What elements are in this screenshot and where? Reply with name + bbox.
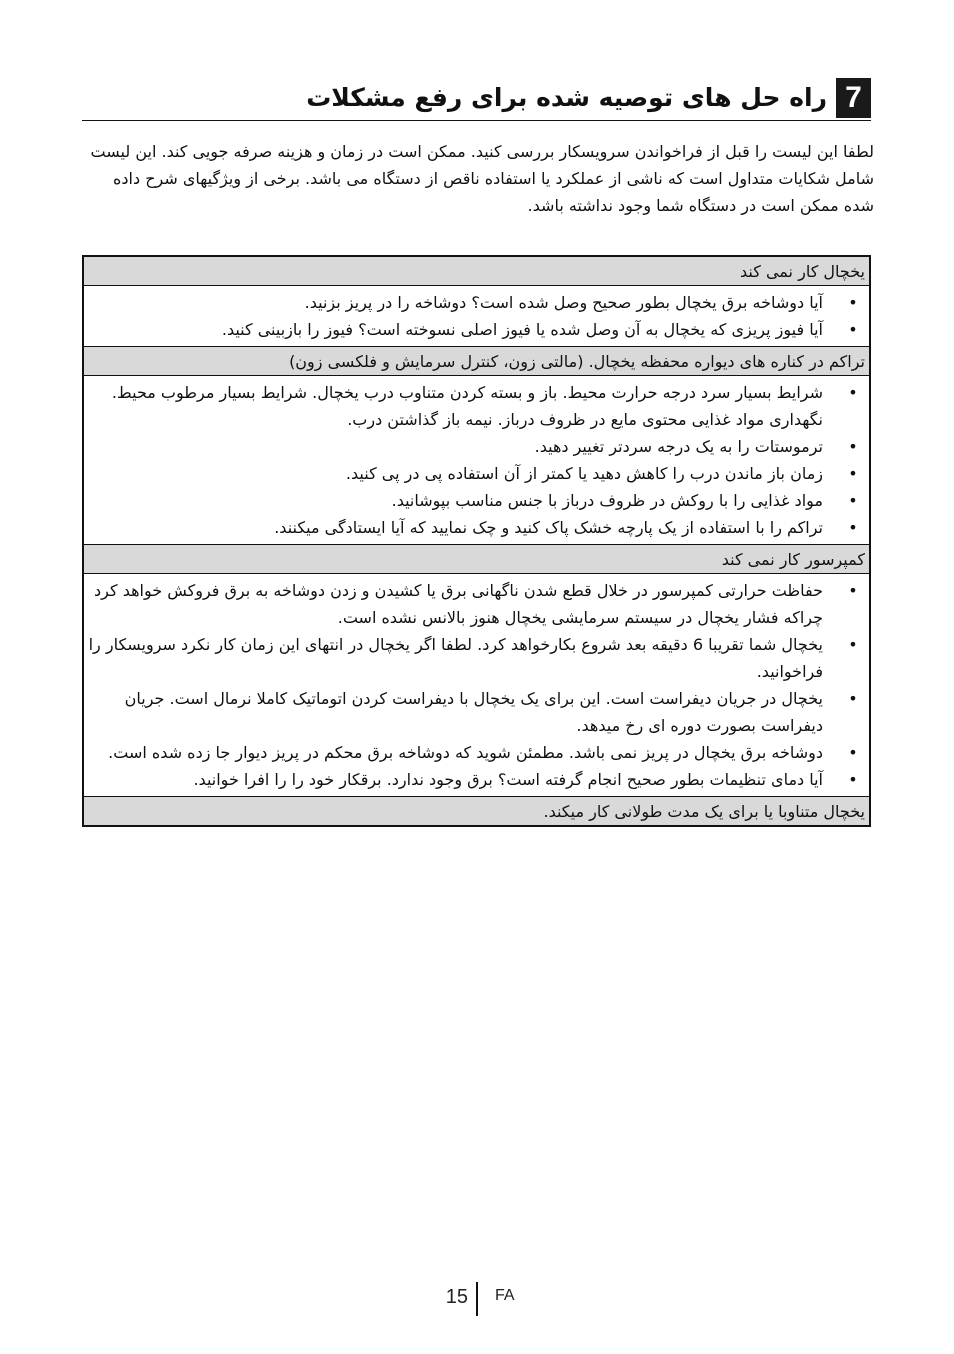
list-item-text: زمان باز ماندن درب را کاهش دهید یا کمتر از آن استفاده پی در پی کنید.	[345, 464, 823, 483]
list-item-text: آیا دوشاخه برق یخچال بطور صحیح وصل شده است؟ دوشاخه را در پریز بزنید.	[304, 293, 823, 312]
bullet-icon: •	[848, 635, 858, 654]
bullet-icon: •	[848, 770, 858, 789]
intro-paragraph: لطفا این لیست را قبل از فراخواندن سرویسکار بررسی کنید. ممکن است در زمان و هزینه صرفه جویی کند. این لیست شامل شکایات متداول است که ناشی از عملکرد یا استفاده ناقص از دستگاه می باشد. برخی از ویژگیهای شرح داده شده ممکن است در دستگاه شما وجود نداشته باشد.	[90, 142, 874, 215]
section-heading-condensation: تراکم در کناره های دیواره محفظه یخچال. (مالتی زون، کنترل سرمایش و فلکسی زون)	[84, 347, 869, 376]
list-item-text: آیا فیوز پریزی که یخچال به آن وصل شده یا فیوز اصلی نسوخته است؟ فیوز را بازبینی کنید.	[221, 320, 823, 339]
list-item-text: آیا دمای تنظیمات بطور صحیح انجام گرفته است؟ برق وجود ندارد. برقکار خود را را افرا خوانید.	[193, 770, 823, 789]
list-item	[88, 433, 863, 460]
troubleshooting-table	[82, 255, 871, 827]
list-item-text: ترموستات را به یک درجه سردتر تغییر دهید.	[534, 437, 823, 456]
list-item	[88, 577, 863, 631]
section-heading-runs-long: یخچال متناوبا یا برای یک مدت طولانی کار میکند.	[84, 797, 869, 825]
list-item	[88, 460, 863, 487]
list-item-text: شرایط بسیار سرد درجه حرارت محیط. باز و بسته کردن متناوب درب یخچال. شرایط بسیار مرطوب محیط. نگهداری مواد غذایی محتوی مایع در ظروف درباز. نیمه باز گذاشتن درب.	[111, 383, 823, 429]
list-item-text: حفاظت حرارتی کمپرسور در خلال قطع شدن ناگهانی برق یا کشیدن و زدن دوشاخه به برق فروکش خواهد کرد چراکه فشار یخچال در سیستم سرمایشی یخچال هنوز بالانس نشده است.	[94, 581, 823, 627]
bullet-icon: •	[848, 491, 858, 510]
list-item	[88, 766, 863, 793]
chapter-number-badge: 7	[836, 78, 871, 118]
list-item-text: یخچال در جریان دیفراست است. این برای یک یخچال با دیفراست کردن اتوماتیک کاملا نرمال است. جریان دیفراست بصورت دوره ای رخ میدهد.	[124, 689, 823, 735]
list-item	[88, 487, 863, 514]
list-item	[88, 685, 863, 739]
list-item	[88, 289, 863, 316]
chapter-header	[82, 76, 871, 121]
section-heading-not-working: یخچال کار نمی کند	[84, 257, 869, 286]
list-item-text: دوشاخه برق یخچال در پریز نمی باشد. مطمئن شوید که دوشاخه برق محکم در پریز دیوار جا زده شده است.	[108, 743, 823, 762]
page-footer	[0, 1282, 954, 1316]
list-item-text: مواد غذایی را با روکش در ظروف درباز با جنس مناسب بپوشانید.	[391, 491, 823, 510]
list-item-text: تراکم را با استفاده از یک پارچه خشک پاک کنید و چک نمایید که آیا ایستادگی میکنند.	[274, 518, 823, 537]
list-item	[88, 316, 863, 343]
chapter-title: راه حل های توصیه شده برای رفع مشکلات	[306, 83, 827, 112]
bullet-icon: •	[848, 743, 858, 762]
section-heading-compressor: کمپرسور کار نمی کند	[84, 545, 869, 574]
section-body-not-working	[84, 286, 869, 347]
bullet-icon: •	[848, 464, 858, 483]
section-body-compressor	[84, 574, 869, 797]
bullet-icon: •	[848, 581, 858, 600]
language-code: FA	[495, 1287, 515, 1304]
bullet-icon: •	[848, 437, 858, 456]
page-number: 15	[445, 1286, 468, 1308]
bullet-icon: •	[848, 320, 858, 339]
bullet-icon: •	[848, 518, 858, 537]
footer-divider	[476, 1282, 478, 1316]
section-body-condensation	[84, 376, 869, 545]
bullet-icon: •	[848, 293, 858, 312]
list-item	[88, 379, 863, 433]
bullet-icon: •	[848, 689, 858, 708]
list-item	[88, 514, 863, 541]
bullet-icon: •	[848, 383, 858, 402]
list-item-text: یخچال شما تقریبا 6 دقیقه بعد شروع بکارخواهد کرد. لطفا اگر یخچال در انتهای این زمان کار نکرد سرویسکار را فراخوانید.	[88, 635, 823, 681]
list-item	[88, 631, 863, 685]
list-item	[88, 739, 863, 766]
